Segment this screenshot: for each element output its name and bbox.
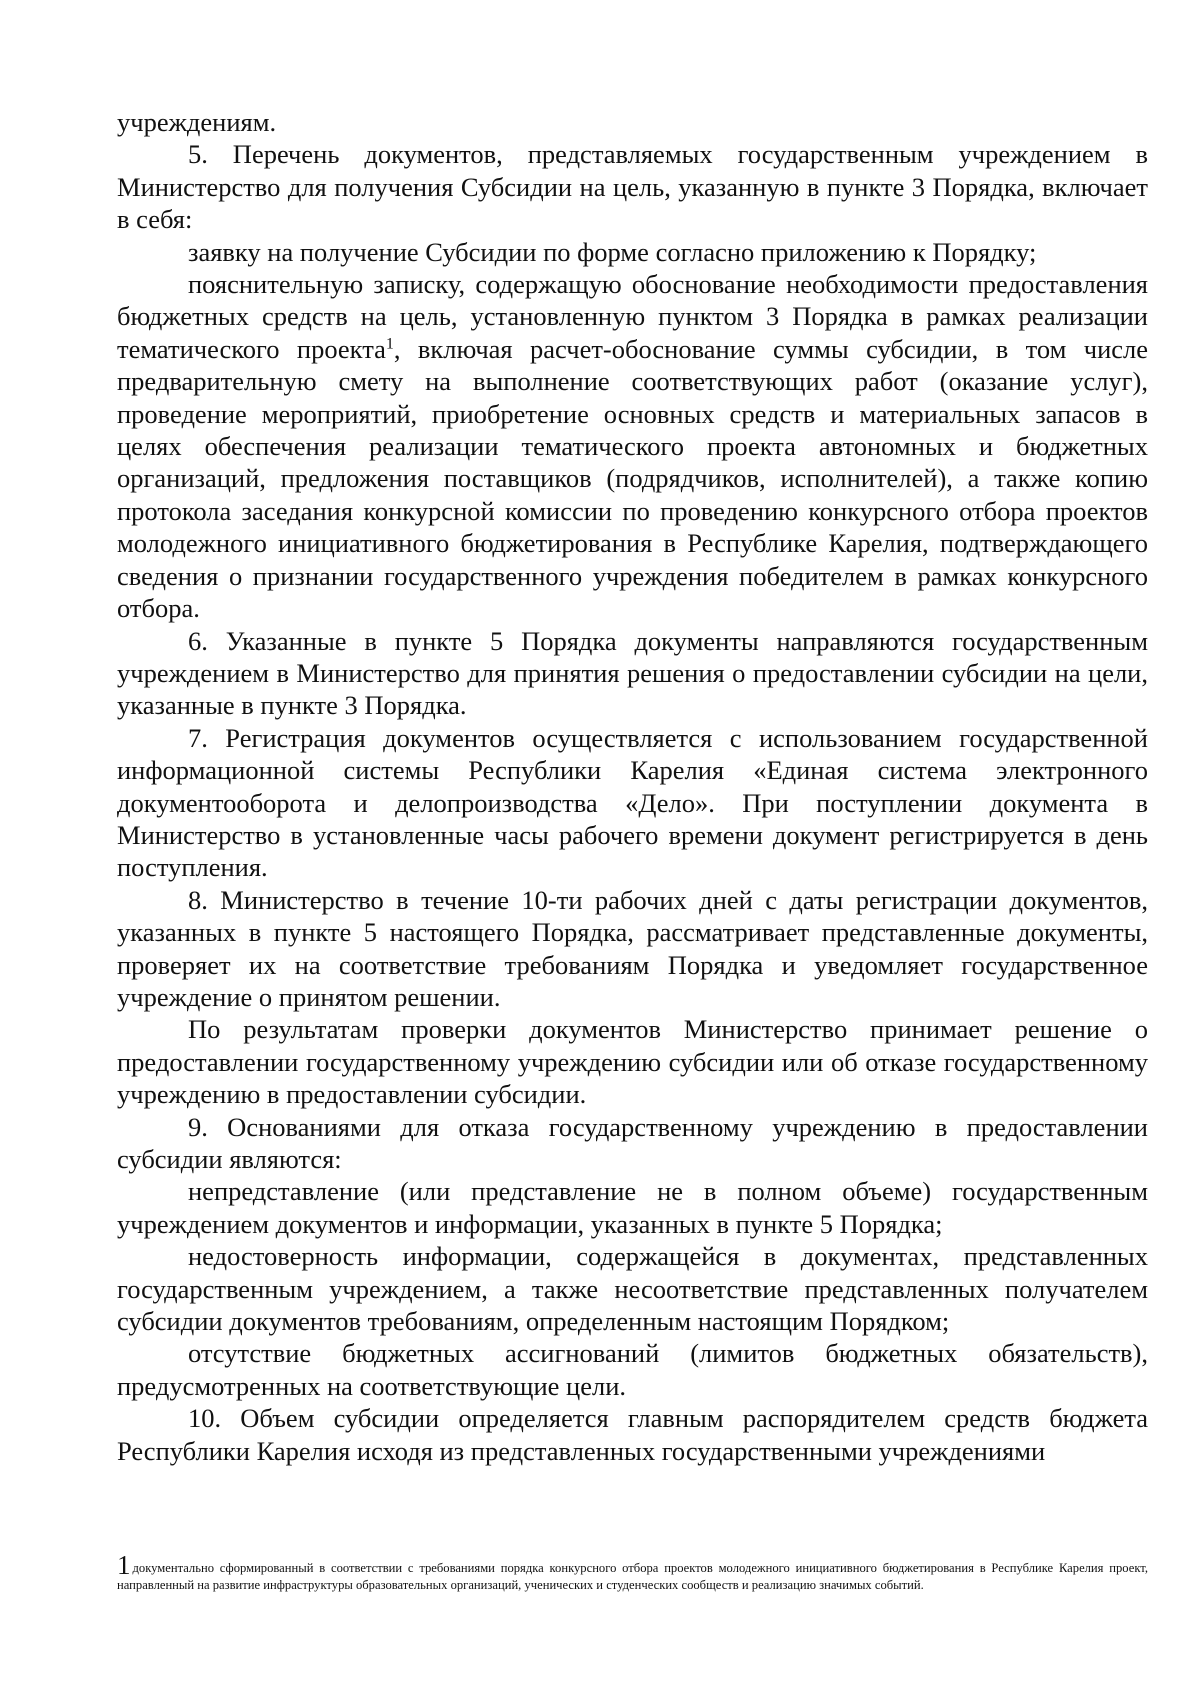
paragraph-item-8: 8. Министерство в течение 10-ти рабочих дней с даты регистрации документов, указанных в пункте 5 настоящего Порядка, рассматривает представленные документы, проверяет их на соответствие требованиям Порядка и уведомляет государственное учреждение о принятом решении. [117,884,1148,1012]
footnote-reference[interactable]: 1 [385,335,394,353]
paragraph-item-7: 7. Регистрация документов осуществляется с использованием государственной информационной системы Республики Карелия «Единая система электронного документооборота и делопроизводства «Дело». При поступлении документа в Министерство в установленные часы рабочего времени документ регистрируется в день поступления. [117,722,1148,883]
paragraph-decision: По результатам проверки документов Министерство принимает решение о предоставлении государственному учреждению субсидии или об отказе государственному учреждению в предоставлении субсидии. [117,1014,1148,1110]
paragraph-explanatory-note [117,268,1148,624]
document-body [117,106,1148,1467]
paragraph-application: заявку на получение Субсидии по форме согласно приложению к Порядку; [188,236,1037,267]
explanatory-note-text-after: , включая расчет-обоснование суммы субсидии, в том числе предварительную смету на выполнение соответствующих работ (оказание услуг), проведение мероприятий, приобретение основных средств и материальных запасов в целях обеспечения реализации тематического проекта автономных и бюджетных организаций, предложения поставщиков (подрядчиков, исполнителей), а также копию протокола заседания конкурсной комиссии по проведению конкурсного отбора проектов молодежного инициативного бюджетирования в Республике Карелия, подтверждающего сведения о признании государственного учреждения победителем в рамках конкурсного отбора. [117,333,1149,624]
paragraph-item-10: 10. Объем субсидии определяется главным распорядителем средств бюджета Республики Карелия исходя из представленных государственными учреждениями [117,1403,1148,1466]
footnote-mark: 1 [117,1550,131,1580]
paragraph-item-9: 9. Основаниями для отказа государственному учреждению в предоставлении субсидии являются: [117,1111,1148,1174]
paragraph-item-5: 5. Перечень документов, представляемых государственным учреждением в Министерство для получения Субсидии на цель, указанную в пункте 3 Порядка, включает в себя: [117,139,1148,235]
footnote [117,1550,1148,1594]
footnote-text: документально сформированный в соответствии с требованиями порядка конкурсного отбора проектов молодежного инициативного бюджетирования в Республике Карелия проект, направленный на развитие инфраструктуры образовательных организаций, ученических и студенческих сообществ и реализацию значимых событий. [117,1561,1148,1592]
paragraph-refusal-reason-1: непредставление (или представление не в полном объеме) государственным учреждением документов и информации, указанных в пункте 5 Порядка; [117,1176,1148,1239]
paragraph-continuation: учреждениям. [117,107,277,137]
paragraph-refusal-reason-3: отсутствие бюджетных ассигнований (лимитов бюджетных обязательств), предусмотренных на соответствующие цели. [117,1338,1148,1401]
paragraph-item-6: 6. Указанные в пункте 5 Порядка документы направляются государственным учреждением в Министерство для принятия решения о предоставлении субсидии на цели, указанные в пункте 3 Порядка. [117,625,1148,721]
paragraph-refusal-reason-2: недостоверность информации, содержащейся в документах, представленных государственным учреждением, а также несоответствие представленных получателем субсидии документов требованиям, определенным настоящим Порядком; [117,1241,1148,1337]
explanatory-note-text-before: пояснительную записку, содержащую обоснование необходимости предоставления бюджетных средств на цель, установленную пунктом 3 Порядка в рамках реализации тематического проекта [117,269,1148,364]
